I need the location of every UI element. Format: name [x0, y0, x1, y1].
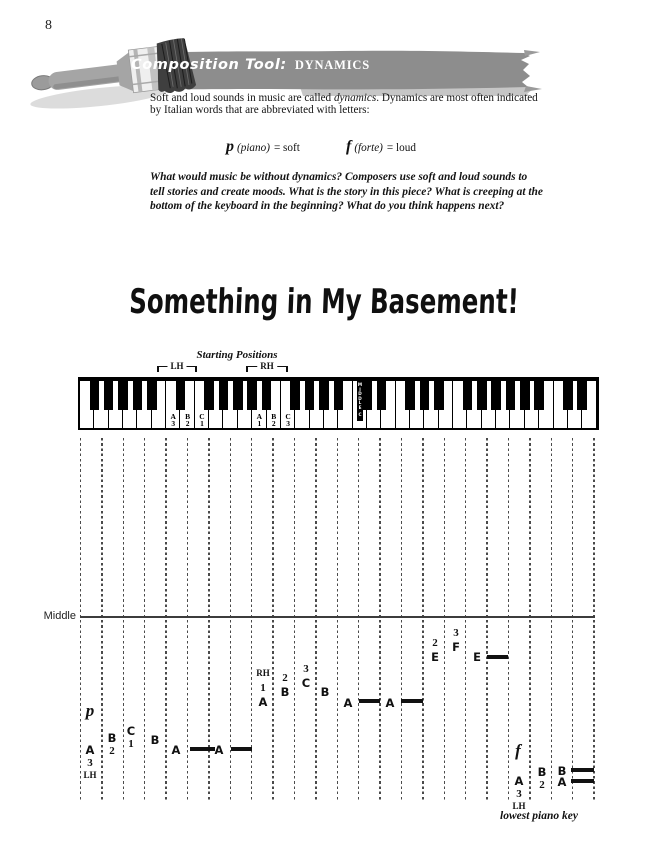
note-finger-number: 3 — [87, 757, 93, 769]
piece-title: Something in My Basement! — [128, 282, 520, 322]
note-letter: B — [557, 764, 567, 778]
piano-black-key — [219, 381, 229, 410]
lh-bracket-label: LH — [167, 361, 186, 372]
note-letter: E — [473, 650, 481, 664]
intro-emphasis: dynamics — [333, 92, 377, 104]
grid-line — [551, 438, 552, 800]
note-duration-dash — [231, 747, 252, 751]
key-finger-label: C 3 — [285, 411, 291, 428]
grid-line — [294, 438, 295, 800]
piano-black-key — [563, 381, 573, 410]
piano-black-key — [506, 381, 516, 410]
grid-line — [358, 438, 359, 800]
forte-meaning: = loud — [386, 142, 416, 154]
middle-line — [80, 616, 595, 618]
piano-black-key — [319, 381, 329, 410]
piano-meaning: = soft — [273, 142, 300, 154]
note-finger-number: 3 — [303, 663, 309, 675]
note-letter: A — [385, 696, 395, 710]
key-finger-label: C 1 — [199, 411, 205, 428]
note-finger-number: 2 — [109, 745, 115, 757]
hand-label: RH — [256, 668, 270, 678]
note-letter: A — [214, 743, 224, 757]
piano-black-key — [147, 381, 157, 410]
piano-black-key — [377, 381, 387, 410]
key-finger-label: B 2 — [271, 411, 277, 428]
note-letter: A — [557, 775, 567, 789]
piano-black-key — [176, 381, 186, 410]
grid-line — [422, 438, 423, 800]
piano-black-key — [334, 381, 344, 410]
piano-black-key — [118, 381, 128, 410]
middle-line-label: Middle — [43, 610, 76, 622]
piano-black-key — [477, 381, 487, 410]
piano-black-key — [362, 381, 372, 410]
lowest-key-footnote: lowest piano key — [500, 810, 578, 822]
piano-black-key — [90, 381, 100, 410]
key-finger-label: A 1 — [256, 411, 263, 428]
note-duration-dash — [359, 699, 380, 703]
note-letter: B — [150, 733, 160, 747]
piano-black-key — [420, 381, 430, 410]
banner — [131, 56, 370, 74]
piano-black-key — [405, 381, 415, 410]
note-letter: A — [85, 743, 95, 757]
note-letter: E — [431, 650, 439, 664]
grid-line — [465, 438, 466, 800]
note-letter: A — [258, 695, 268, 709]
hand-label: LH — [512, 801, 526, 811]
note-letter: F — [452, 640, 460, 654]
key-finger-label: A 3 — [170, 411, 176, 428]
piano-black-key — [577, 381, 587, 410]
note-letter: B — [320, 685, 330, 699]
note-letter: A — [171, 743, 181, 757]
grid-line — [230, 438, 231, 800]
rh-bracket-label: RH — [257, 361, 277, 372]
intro-text: by Italian words that are abbreviated with letters: — [150, 104, 370, 117]
note-duration-dash — [487, 655, 508, 659]
note-letter: B — [107, 731, 117, 745]
piano-black-key — [520, 381, 530, 410]
banner-topic: DYNAMICS — [294, 58, 370, 72]
dynamic-marking: p — [85, 701, 95, 720]
intro-text: . Dynamics are most often indicated — [376, 92, 538, 104]
note-duration-dash — [571, 768, 594, 772]
key-finger-label: B 2 — [185, 411, 191, 428]
piano-black-key — [104, 381, 114, 410]
middle-c-marker: M I D D L E C — [357, 381, 363, 421]
grid-line — [444, 438, 445, 800]
grid-line — [486, 438, 487, 800]
grid-line — [572, 438, 573, 800]
note-letter: A — [514, 774, 524, 788]
note-duration-dash — [401, 699, 423, 703]
page-number: 8 — [45, 18, 52, 33]
hand-label: LH — [83, 770, 97, 780]
note-finger-number: 2 — [539, 779, 545, 791]
grid-line — [401, 438, 402, 800]
note-letter: C — [301, 676, 311, 690]
note-finger-number: 3 — [453, 627, 459, 639]
grid-line — [272, 438, 273, 800]
note-letter: B — [537, 765, 547, 779]
piano-black-key — [463, 381, 473, 410]
banner-tool-label: Composition Tool: — [131, 57, 287, 73]
questions-line: bottom of the keyboard in the beginning? What do you think happens next? — [150, 200, 505, 212]
piano-black-key — [491, 381, 501, 410]
note-finger-number: 2 — [432, 637, 438, 649]
forte-term: (forte) — [354, 142, 383, 154]
note-letter: A — [343, 696, 353, 710]
piano-black-key — [305, 381, 315, 410]
piano-black-key — [133, 381, 143, 410]
questions-line: What would music be without dynamics? Composers use soft and loud sounds to — [150, 171, 528, 183]
grid-line — [251, 438, 252, 800]
piano-black-key — [434, 381, 444, 410]
questions-line: tell stories and create moods. What is the story in this piece? What is creeping at the — [150, 185, 543, 198]
starting-positions-caption: Starting Positions — [196, 349, 278, 361]
piano-black-key — [247, 381, 257, 410]
dynamic-marking: f — [515, 741, 521, 760]
piano-black-key — [204, 381, 214, 410]
piano-black-key — [534, 381, 544, 410]
rh-bracket — [246, 360, 288, 372]
intro-text: Soft and loud sounds in music are called — [150, 92, 334, 104]
grid-line — [593, 438, 594, 800]
grid-line — [187, 438, 188, 800]
note-duration-dash — [571, 779, 594, 783]
note-finger-number: 1 — [260, 682, 266, 694]
piano-black-key — [233, 381, 243, 410]
note-finger-number: 1 — [128, 738, 134, 750]
piano-term: (piano) — [237, 142, 270, 154]
grid-line — [315, 438, 316, 800]
piano-symbol: p — [226, 138, 234, 155]
grid-line — [379, 438, 380, 800]
forte-symbol: f — [346, 138, 352, 155]
piano-black-key — [262, 381, 272, 410]
grid-line — [337, 438, 338, 800]
note-finger-number: 3 — [516, 788, 522, 800]
lh-bracket — [157, 360, 197, 372]
piano-black-key — [290, 381, 300, 410]
note-letter: B — [280, 685, 290, 699]
note-letter: C — [126, 724, 136, 738]
note-finger-number: 2 — [282, 672, 288, 684]
